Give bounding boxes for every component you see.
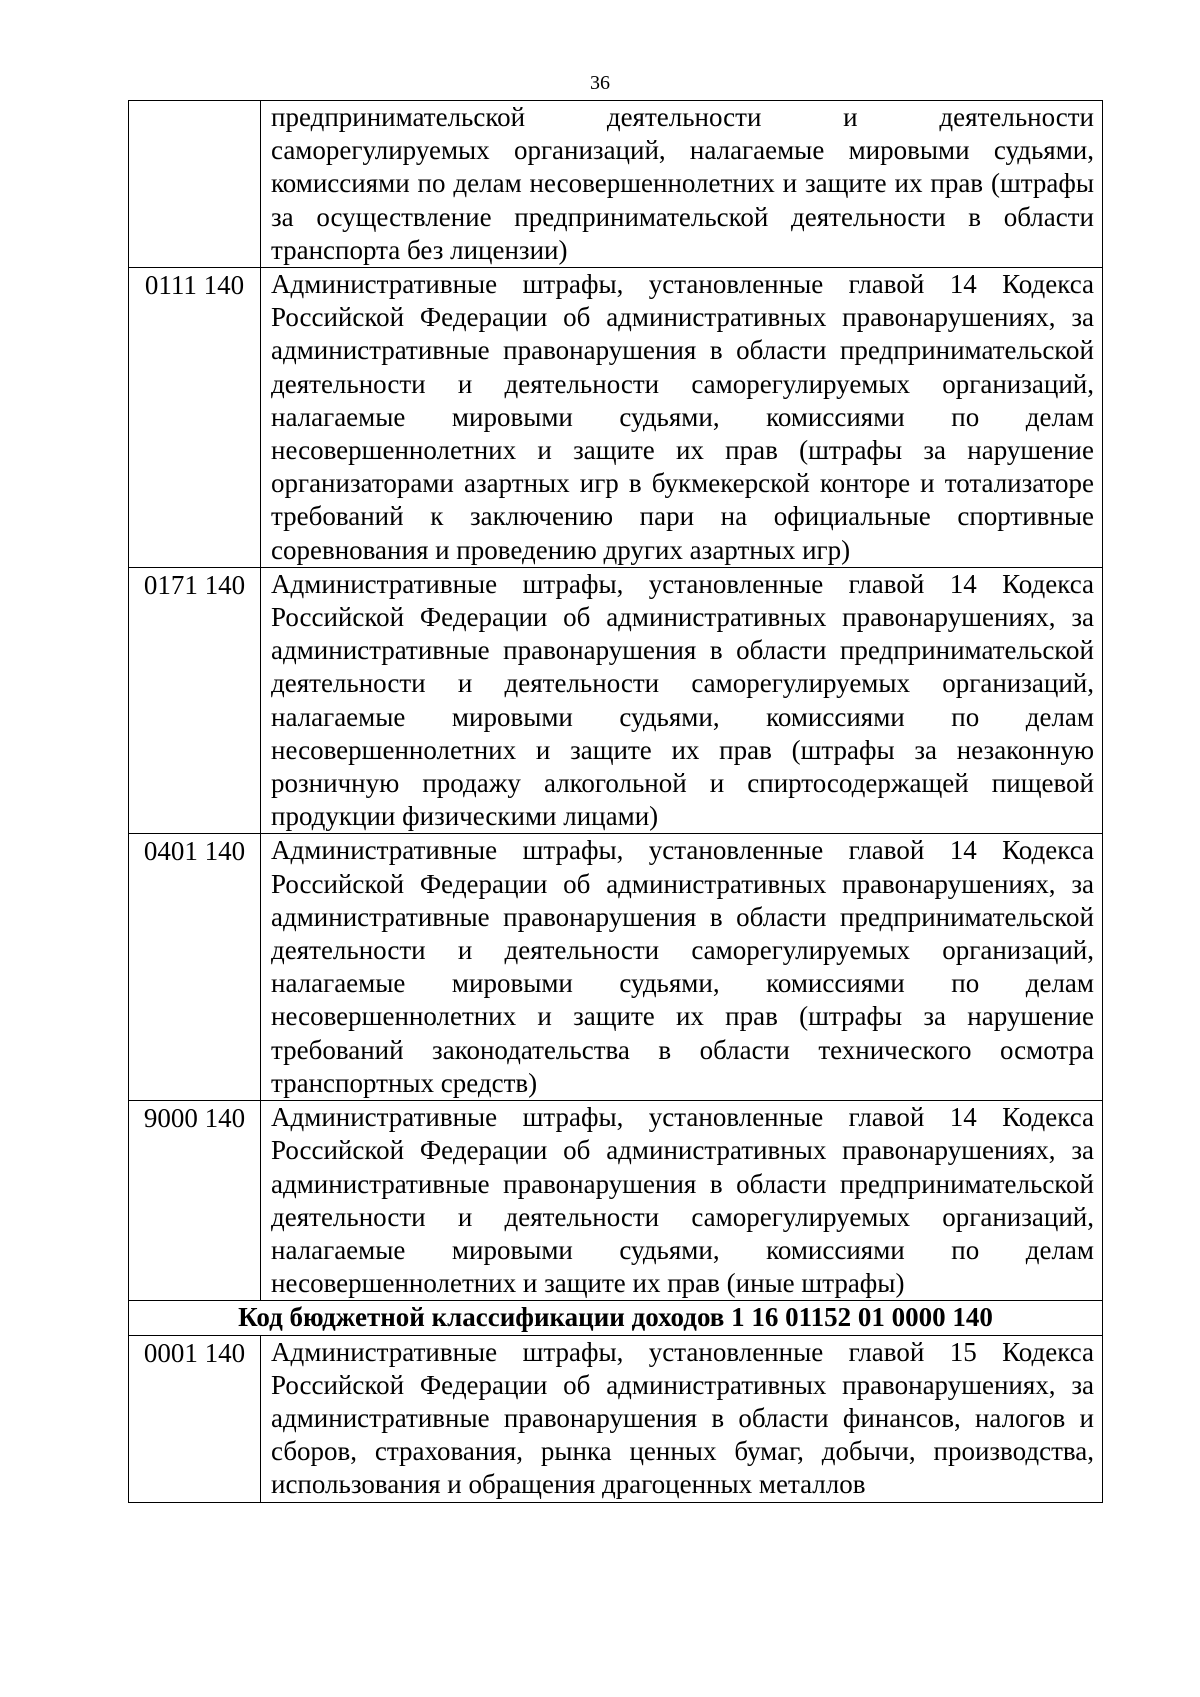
page-number: 36 [590,72,610,94]
revenue-description-cell: Административные штрафы, установленные главой 14 Кодекса Российской Федерации об административных правонарушениях, за административные правонарушения в области предпринимательской деятельности и деятельности саморегулируемых организаций, налагаемые мировыми судьями, комиссиями по делам несовершеннолетних и защите их прав (штрафы за незаконную розничную продажу алкогольной и спиртосодержащей пищевой продукции физическими лицами) [261,567,1103,834]
table-row [129,268,1103,568]
table-body [129,101,1103,1503]
revenue-description-cell: Административные штрафы, установленные главой 15 Кодекса Российской Федерации об административных правонарушениях, за административные правонарушения в области финансов, налогов и сборов, страхования, рынка ценных бумаг, добычи, производства, использования и обращения драгоценных металлов [261,1335,1103,1502]
revenue-code-cell: 0401 140 [129,834,261,1101]
budget-codes-table [128,100,1103,1503]
table-row [129,834,1103,1101]
section-header-row [129,1301,1103,1335]
revenue-code-cell: 0171 140 [129,567,261,834]
revenue-code-cell: 0001 140 [129,1335,261,1502]
revenue-description-cell: Административные штрафы, установленные главой 14 Кодекса Российской Федерации об административных правонарушениях, за административные правонарушения в области предпринимательской деятельности и деятельности саморегулируемых организаций, налагаемые мировыми судьями, комиссиями по делам несовершеннолетних и защите их прав (штрафы за нарушение организаторами азартных игр в букмекерской конторе и тотализаторе требований к заключению пари на официальные спортивные соревнования и проведению других азартных игр) [261,268,1103,568]
table-row [129,567,1103,834]
table-row [129,1101,1103,1301]
budget-classification-heading: Код бюджетной классификации доходов 1 16 01152 01 0000 140 [129,1301,1103,1335]
revenue-code-cell: 0111 140 [129,268,261,568]
revenue-description-cell: предпринимательской деятельности и деятельности саморегулируемых организаций, налагаемые мировыми судьями, комиссиями по делам несовершеннолетних и защите их прав (штрафы за осуществление предпринимательской деятельности в области транспорта без лицензии) [261,101,1103,268]
revenue-code-cell: 9000 140 [129,1101,261,1301]
revenue-description-cell: Административные штрафы, установленные главой 14 Кодекса Российской Федерации об административных правонарушениях, за административные правонарушения в области предпринимательской деятельности и деятельности саморегулируемых организаций, налагаемые мировыми судьями, комиссиями по делам несовершеннолетних и защите их прав (иные штрафы) [261,1101,1103,1301]
table-row [129,1335,1103,1502]
revenue-code-cell [129,101,261,268]
table-row [129,101,1103,268]
revenue-description-cell: Административные штрафы, установленные главой 14 Кодекса Российской Федерации об административных правонарушениях, за административные правонарушения в области предпринимательской деятельности и деятельности саморегулируемых организаций, налагаемые мировыми судьями, комиссиями по делам несовершеннолетних и защите их прав (штрафы за нарушение требований законодательства в области технического осмотра транспортных средств) [261,834,1103,1101]
